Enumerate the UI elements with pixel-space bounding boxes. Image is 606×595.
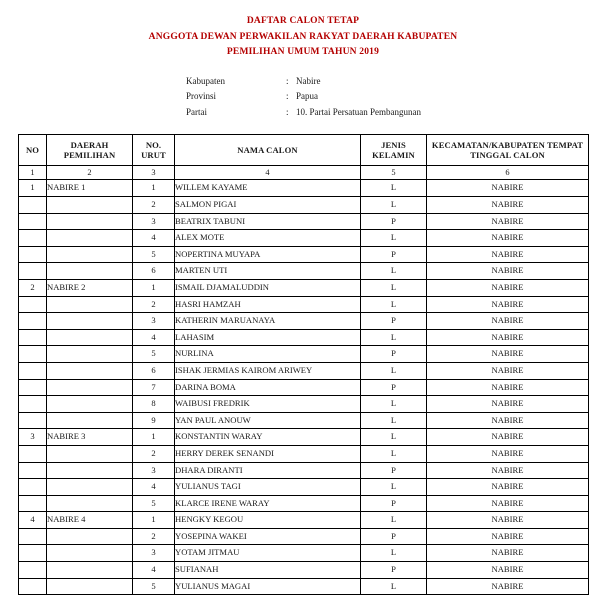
cell-jenis-kelamin: P [361,313,427,330]
colnum-4: 4 [175,166,361,180]
cell-jenis-kelamin: L [361,445,427,462]
cell-nama-calon: NURLINA [175,346,361,363]
cell-daerah-pemilihan [47,246,133,263]
cell-nama-calon: KONSTANTIN WARAY [175,429,361,446]
cell-jenis-kelamin: L [361,545,427,562]
cell-kecamatan: NABIRE [427,562,589,579]
meta-separator-provinsi: : [286,91,289,102]
cell-no [19,246,47,263]
cell-kecamatan: NABIRE [427,346,589,363]
table-row [19,313,589,330]
cell-no-urut: 5 [133,246,175,263]
table-row [19,528,589,545]
cell-nama-calon: BEATRIX TABUNI [175,213,361,230]
colnum-3: 3 [133,166,175,180]
cell-kecamatan: NABIRE [427,429,589,446]
cell-daerah-pemilihan [47,296,133,313]
colnum-5: 5 [361,166,427,180]
cell-jenis-kelamin: L [361,396,427,413]
cell-kecamatan: NABIRE [427,412,589,429]
cell-jenis-kelamin: L [361,362,427,379]
cell-jenis-kelamin: L [361,230,427,247]
cell-daerah-pemilihan [47,528,133,545]
cell-nama-calon: KLARCE IRENE WARAY [175,495,361,512]
cell-daerah-pemilihan [47,263,133,280]
cell-daerah-pemilihan [47,362,133,379]
cell-jenis-kelamin: L [361,412,427,429]
table-row [19,197,589,214]
cell-nama-calon: LAHASIM [175,329,361,346]
table-head [19,135,589,180]
title-line-3: PEMILIHAN UMUM TAHUN 2019 [226,47,380,58]
cell-no [19,562,47,579]
cell-no [19,396,47,413]
cell-no-urut: 2 [133,445,175,462]
cell-kecamatan: NABIRE [427,545,589,562]
meta-row-partai [186,105,588,120]
header-kecamatan-tempat-tinggal: KECAMATAN/KABUPATEN TEMPAT TINGGAL CALON [427,135,589,166]
cell-kecamatan: NABIRE [427,495,589,512]
cell-no-urut: 4 [133,329,175,346]
cell-nama-calon: YOTAM JITMAU [175,545,361,562]
cell-no-urut: 1 [133,512,175,529]
table-row [19,462,589,479]
header-jenis-kelamin: JENIS KELAMIN [361,135,427,166]
cell-nama-calon: SUFIANAH [175,562,361,579]
cell-kecamatan: NABIRE [427,479,589,496]
cell-no-urut: 1 [133,279,175,296]
cell-jenis-kelamin: L [361,429,427,446]
table-column-number-row [19,166,589,180]
cell-daerah-pemilihan [47,445,133,462]
cell-nama-calon: MARTEN UTI [175,263,361,280]
cell-kecamatan: NABIRE [427,263,589,280]
table-row [19,479,589,496]
cell-nama-calon: NOPERTINA MUYAPA [175,246,361,263]
cell-jenis-kelamin: P [361,528,427,545]
cell-no [19,329,47,346]
cell-no-urut: 6 [133,362,175,379]
cell-no-urut: 9 [133,412,175,429]
cell-no-urut: 4 [133,562,175,579]
cell-daerah-pemilihan [47,545,133,562]
cell-jenis-kelamin: P [361,246,427,263]
table-row [19,562,589,579]
table-row [19,279,589,296]
cell-kecamatan: NABIRE [427,246,589,263]
cell-no [19,545,47,562]
table-row [19,329,589,346]
cell-kecamatan: NABIRE [427,180,589,197]
table-row [19,263,589,280]
cell-nama-calon: DHARA DIRANTI [175,462,361,479]
cell-nama-calon: HERRY DEREK SENANDI [175,445,361,462]
cell-kecamatan: NABIRE [427,197,589,214]
header-no: NO [19,135,47,166]
cell-nama-calon: YAN PAUL ANOUW [175,412,361,429]
cell-no-urut: 7 [133,379,175,396]
cell-no [19,578,47,595]
cell-daerah-pemilihan [47,346,133,363]
cell-no-urut: 5 [133,578,175,595]
cell-no [19,445,47,462]
cell-nama-calon: WAIBUSI FREDRIK [175,396,361,413]
cell-daerah-pemilihan [47,230,133,247]
cell-kecamatan: NABIRE [427,296,589,313]
meta-value-kabupaten: Nabire [296,76,321,87]
table-row [19,246,589,263]
table-row [19,396,589,413]
cell-nama-calon: YULIANUS MAGAI [175,578,361,595]
cell-nama-calon: HENGKY KEGOU [175,512,361,529]
cell-daerah-pemilihan [47,562,133,579]
header-no-urut: NO. URUT [133,135,175,166]
cell-no [19,362,47,379]
document-title-block [18,14,588,61]
cell-daerah-pemilihan [47,213,133,230]
cell-jenis-kelamin: P [361,562,427,579]
cell-jenis-kelamin: P [361,495,427,512]
table-body [19,180,589,595]
meta-value-provinsi: Papua [296,91,318,102]
cell-no [19,230,47,247]
cell-nama-calon: YULIANUS TAGI [175,479,361,496]
cell-no [19,313,47,330]
cell-no [19,263,47,280]
cell-kecamatan: NABIRE [427,362,589,379]
cell-no [19,379,47,396]
cell-kecamatan: NABIRE [427,213,589,230]
table-row [19,379,589,396]
cell-jenis-kelamin: L [361,279,427,296]
cell-jenis-kelamin: L [361,329,427,346]
cell-kecamatan: NABIRE [427,313,589,330]
cell-no-urut: 2 [133,296,175,313]
cell-kecamatan: NABIRE [427,279,589,296]
cell-daerah-pemilihan [47,412,133,429]
table-row [19,296,589,313]
document-meta [18,74,588,120]
cell-no [19,412,47,429]
cell-no-urut: 3 [133,545,175,562]
cell-no-urut: 5 [133,495,175,512]
cell-kecamatan: NABIRE [427,329,589,346]
cell-jenis-kelamin: L [361,578,427,595]
cell-no-urut: 3 [133,313,175,330]
cell-daerah-pemilihan: NABIRE 4 [47,512,133,529]
cell-nama-calon: WILLEM KAYAME [175,180,361,197]
cell-daerah-pemilihan [47,329,133,346]
cell-no [19,213,47,230]
cell-kecamatan: NABIRE [427,512,589,529]
meta-label-kabupaten: Kabupaten [186,76,225,87]
title-line-2: ANGGOTA DEWAN PERWAKILAN RAKYAT DAERAH KABUPATEN [148,31,458,42]
cell-no-urut: 3 [133,462,175,479]
cell-jenis-kelamin: L [361,296,427,313]
cell-jenis-kelamin: P [361,213,427,230]
cell-no [19,528,47,545]
cell-no: 2 [19,279,47,296]
cell-jenis-kelamin: P [361,379,427,396]
cell-jenis-kelamin: P [361,462,427,479]
header-daerah-pemilihan: DAERAH PEMILIHAN [47,135,133,166]
cell-nama-calon: HASRI HAMZAH [175,296,361,313]
title-line-1: DAFTAR CALON TETAP [246,16,360,26]
cell-nama-calon: ALEX MOTE [175,230,361,247]
meta-row-provinsi [186,89,588,104]
cell-no-urut: 2 [133,528,175,545]
header-nama-calon: NAMA CALON [175,135,361,166]
cell-nama-calon: ISMAIL DJAMALUDDIN [175,279,361,296]
cell-no-urut: 3 [133,213,175,230]
cell-no-urut: 6 [133,263,175,280]
cell-no-urut: 4 [133,479,175,496]
meta-separator-partai: : [286,106,289,117]
cell-no [19,296,47,313]
cell-daerah-pemilihan [47,197,133,214]
cell-no-urut: 1 [133,180,175,197]
table-header-row [19,135,589,166]
table-row [19,230,589,247]
cell-no [19,495,47,512]
meta-label-provinsi: Provinsi [186,91,217,102]
cell-no [19,346,47,363]
cell-nama-calon: DARINA BOMA [175,379,361,396]
meta-row-kabupaten [186,74,588,89]
cell-no: 4 [19,512,47,529]
meta-separator-kabupaten: : [286,76,289,87]
table-row [19,180,589,197]
colnum-2: 2 [47,166,133,180]
table-row [19,578,589,595]
meta-label-partai: Partai [186,106,207,117]
table-row [19,346,589,363]
table-row [19,495,589,512]
cell-jenis-kelamin: P [361,346,427,363]
cell-no-urut: 2 [133,197,175,214]
table-row [19,412,589,429]
table-row [19,445,589,462]
cell-kecamatan: NABIRE [427,396,589,413]
cell-jenis-kelamin: L [361,180,427,197]
cell-daerah-pemilihan [47,578,133,595]
cell-kecamatan: NABIRE [427,462,589,479]
candidate-list-table [18,134,589,595]
cell-no [19,197,47,214]
cell-kecamatan: NABIRE [427,528,589,545]
table-row [19,213,589,230]
cell-daerah-pemilihan [47,462,133,479]
cell-nama-calon: ISHAK JERMIAS KAIROM ARIWEY [175,362,361,379]
cell-kecamatan: NABIRE [427,379,589,396]
table-row [19,429,589,446]
cell-no [19,479,47,496]
meta-value-partai: 10. Partai Persatuan Pembangunan [296,106,421,117]
cell-no: 3 [19,429,47,446]
cell-daerah-pemilihan [47,495,133,512]
cell-no-urut: 1 [133,429,175,446]
cell-no-urut: 8 [133,396,175,413]
cell-no [19,462,47,479]
cell-daerah-pemilihan [47,379,133,396]
cell-daerah-pemilihan: NABIRE 3 [47,429,133,446]
cell-kecamatan: NABIRE [427,445,589,462]
cell-jenis-kelamin: L [361,263,427,280]
cell-kecamatan: NABIRE [427,230,589,247]
cell-nama-calon: YOSEPINA WAKEI [175,528,361,545]
cell-jenis-kelamin: L [361,479,427,496]
colnum-1: 1 [19,166,47,180]
table-row [19,545,589,562]
cell-no: 1 [19,180,47,197]
cell-nama-calon: KATHERIN MARUANAYA [175,313,361,330]
cell-daerah-pemilihan [47,313,133,330]
cell-no-urut: 4 [133,230,175,247]
colnum-6: 6 [427,166,589,180]
cell-jenis-kelamin: L [361,512,427,529]
table-row [19,362,589,379]
cell-daerah-pemilihan: NABIRE 2 [47,279,133,296]
cell-kecamatan: NABIRE [427,578,589,595]
cell-daerah-pemilihan [47,479,133,496]
cell-nama-calon: SALMON PIGAI [175,197,361,214]
cell-daerah-pemilihan [47,396,133,413]
cell-jenis-kelamin: L [361,197,427,214]
cell-daerah-pemilihan: NABIRE 1 [47,180,133,197]
cell-no-urut: 5 [133,346,175,363]
table-row [19,512,589,529]
